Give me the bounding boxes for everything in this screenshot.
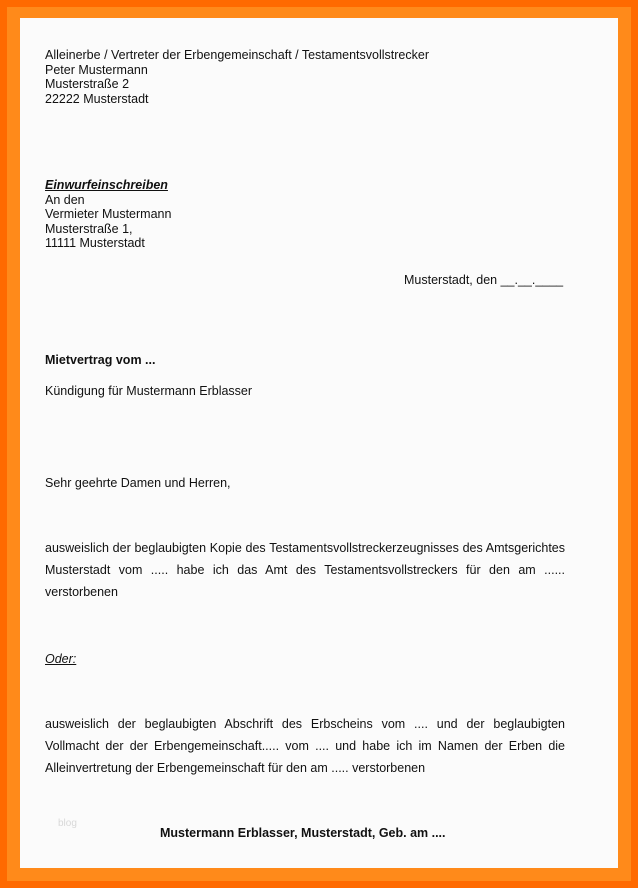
recipient-line1: An den: [45, 192, 85, 207]
recipient-city: 11111 Musterstadt: [45, 236, 145, 250]
sender-city: 22222 Musterstadt: [45, 91, 149, 106]
paragraph-heirs: ausweislich der beglaubigten Abschrift des Erbscheins vom .... und der beglaubigten Vollmacht der der Erbengemeinschaft..... vom .... und habe ich im Namen der Erben die Alleinvertretung der Erbengemeinschaft für den am ..... verstorbenen: [45, 717, 565, 775]
paragraph-executor: ausweislich der beglaubigten Kopie des Testamentsvollstreckerzeugnisses des Amtsgerichtes Musterstadt vom ..... habe ich das Amt des Testamentsvollstreckers für den am ...... verstorbenen: [45, 541, 565, 599]
delivery-label: Einwurfeinschreiben: [45, 178, 168, 192]
recipient-street: Musterstraße 1,: [45, 221, 133, 236]
letter-page: [20, 18, 618, 868]
recipient-address: [45, 178, 171, 251]
date-line: Musterstadt, den __.__.____: [404, 273, 564, 287]
oder-label: Oder:: [45, 652, 77, 666]
sender-address: [45, 48, 429, 106]
recipient-name: Vermieter Mustermann: [45, 207, 172, 221]
termination-line: Kündigung für Mustermann Erblasser: [45, 384, 253, 398]
salutation: Sehr geehrte Damen und Herren,: [45, 476, 231, 490]
sender-street: Musterstraße 2: [45, 77, 130, 91]
sender-name: Peter Mustermann: [45, 62, 148, 77]
watermark: blog: [58, 818, 77, 829]
subject-line: Mietvertrag vom ...: [45, 353, 156, 367]
deceased-footer: Mustermann Erblasser, Musterstadt, Geb. am ....: [160, 826, 446, 840]
sender-role: Alleinerbe / Vertreter der Erbengemeinschaft / Testamentsvollstrecker: [45, 48, 429, 62]
